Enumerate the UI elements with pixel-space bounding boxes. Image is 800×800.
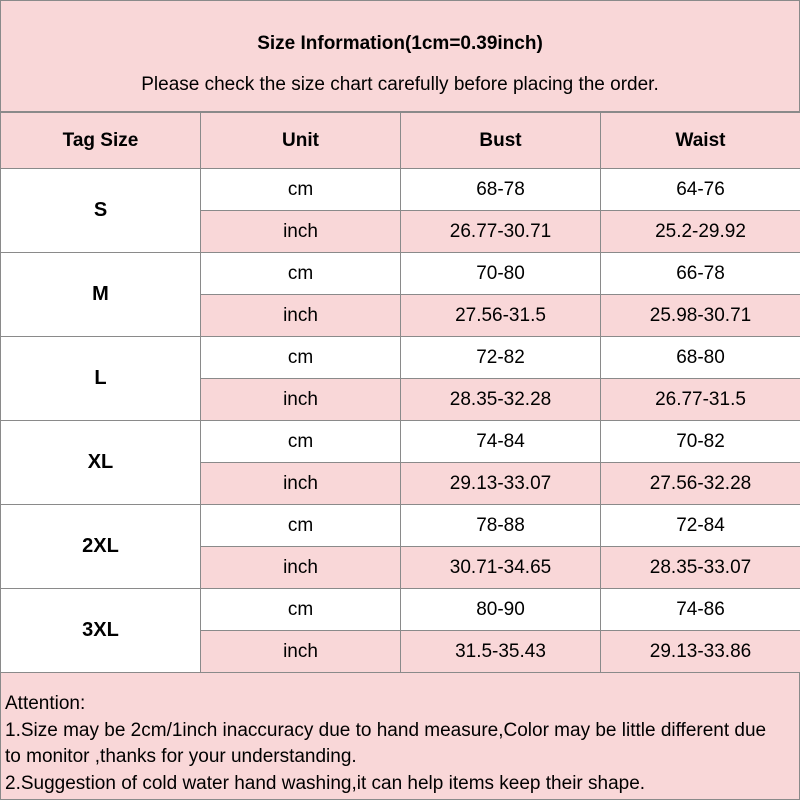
column-header-bust: Bust (401, 113, 601, 169)
tag-size-cell: 2XL (1, 505, 201, 589)
bust-cell: 26.77-30.71 (401, 211, 601, 253)
waist-cell: 26.77-31.5 (601, 379, 800, 421)
waist-cell: 29.13-33.86 (601, 631, 800, 673)
bust-cell: 72-82 (401, 337, 601, 379)
bust-cell: 30.71-34.65 (401, 547, 601, 589)
table-header-row (1, 113, 800, 169)
table-row (1, 421, 800, 463)
tag-size-cell: S (1, 169, 201, 253)
waist-cell: 25.2-29.92 (601, 211, 800, 253)
attention-note-line: 1.Size may be 2cm/1inch inaccuracy due to hand measure,Color may be little different due (5, 719, 767, 741)
column-header-unit: Unit (201, 113, 401, 169)
size-table (0, 112, 800, 673)
column-header-tag-size: Tag Size (1, 113, 201, 169)
attention-heading: Attention: (5, 693, 86, 714)
unit-cell: inch (201, 211, 401, 253)
bust-cell: 29.13-33.07 (401, 463, 601, 505)
bust-cell: 74-84 (401, 421, 601, 463)
table-row (1, 505, 800, 547)
unit-cell: cm (201, 253, 401, 295)
attention-notes (0, 672, 800, 800)
waist-cell: 66-78 (601, 253, 800, 295)
attention-note-line: 2.Suggestion of cold water hand washing,it can help items keep their shape. (5, 772, 646, 794)
size-info-title: Size Information(1cm=0.39inch) (257, 33, 543, 54)
waist-cell: 74-86 (601, 589, 800, 631)
unit-cell: inch (201, 631, 401, 673)
table-row (1, 169, 800, 211)
unit-cell: inch (201, 295, 401, 337)
unit-cell: cm (201, 589, 401, 631)
table-row (1, 253, 800, 295)
bust-cell: 80-90 (401, 589, 601, 631)
bust-cell: 70-80 (401, 253, 601, 295)
bust-cell: 28.35-32.28 (401, 379, 601, 421)
unit-cell: cm (201, 337, 401, 379)
table-row (1, 337, 800, 379)
tag-size-cell: 3XL (1, 589, 201, 673)
waist-cell: 70-82 (601, 421, 800, 463)
unit-cell: cm (201, 169, 401, 211)
unit-cell: inch (201, 379, 401, 421)
bust-cell: 31.5-35.43 (401, 631, 601, 673)
unit-cell: inch (201, 547, 401, 589)
bust-cell: 68-78 (401, 169, 601, 211)
waist-cell: 25.98-30.71 (601, 295, 800, 337)
unit-cell: inch (201, 463, 401, 505)
tag-size-cell: XL (1, 421, 201, 505)
waist-cell: 64-76 (601, 169, 800, 211)
unit-cell: cm (201, 421, 401, 463)
tag-size-cell: L (1, 337, 201, 421)
size-info-subtitle: Please check the size chart carefully before placing the order. (141, 74, 659, 95)
attention-note-line: to monitor ,thanks for your understanding. (5, 746, 357, 767)
column-header-waist: Waist (601, 113, 800, 169)
unit-cell: cm (201, 505, 401, 547)
bust-cell: 78-88 (401, 505, 601, 547)
size-info-header (0, 0, 800, 112)
table-row (1, 589, 800, 631)
waist-cell: 27.56-32.28 (601, 463, 800, 505)
bust-cell: 27.56-31.5 (401, 295, 601, 337)
tag-size-cell: M (1, 253, 201, 337)
waist-cell: 28.35-33.07 (601, 547, 800, 589)
waist-cell: 72-84 (601, 505, 800, 547)
waist-cell: 68-80 (601, 337, 800, 379)
